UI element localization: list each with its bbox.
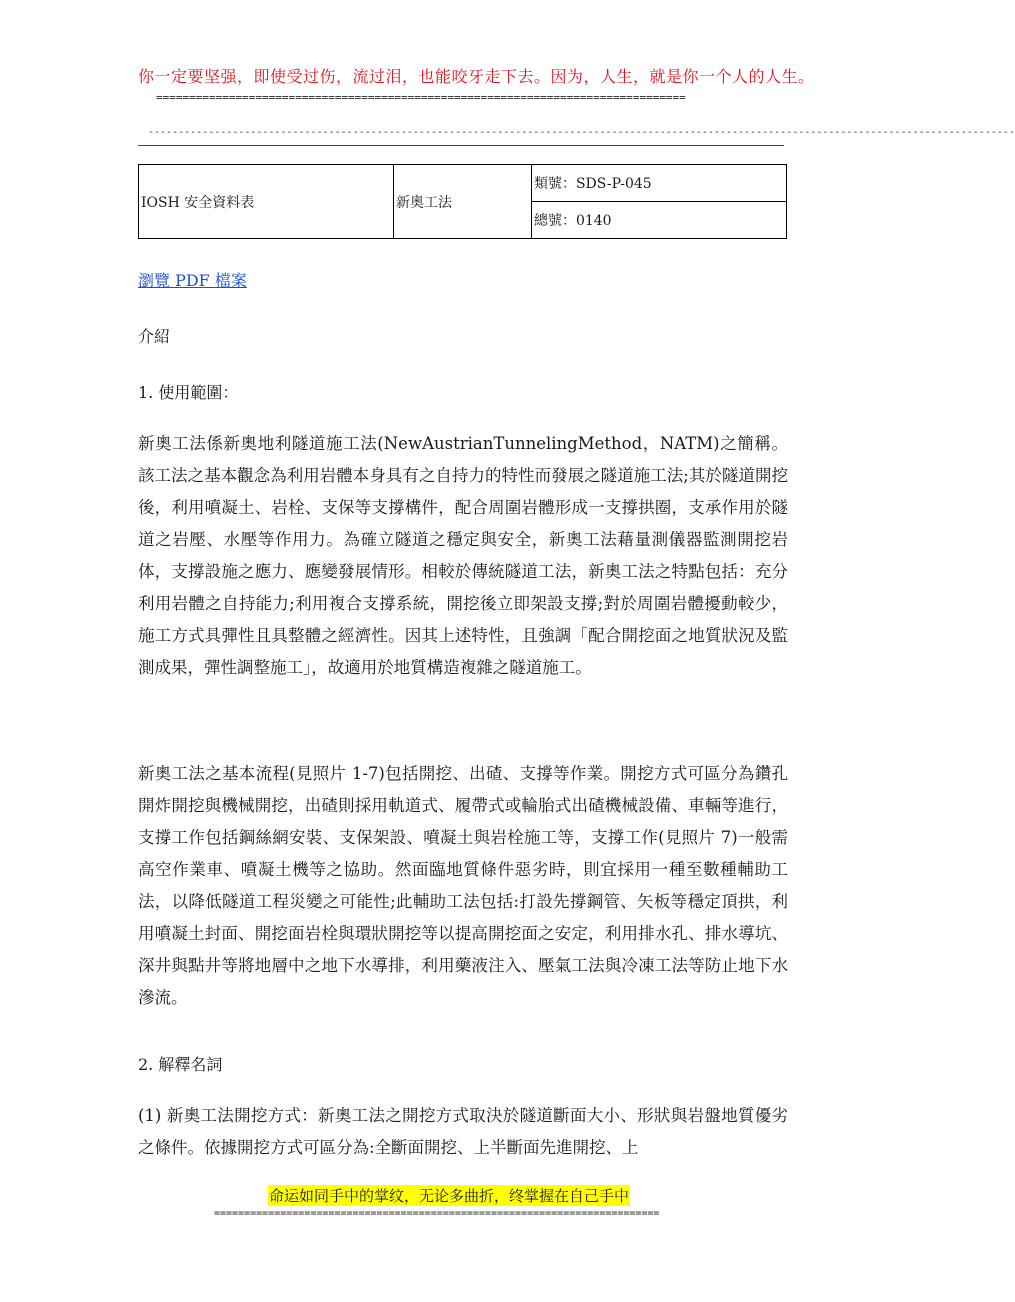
header-separator-dashes: ------------------------------------------------------------------------------------------------------------------------------------------------ xyxy=(148,127,1015,138)
terms-heading: 2. 解釋名詞 xyxy=(138,1055,223,1074)
footer-separator-equals: ========================================================================== xyxy=(214,1208,660,1219)
footer-motto: 命运如同手中的掌纹，无论多曲折，终掌握在自己手中 xyxy=(269,1187,630,1205)
scope-heading: 1. 使用範圍： xyxy=(138,383,239,402)
header-rule xyxy=(138,145,784,146)
scope-paragraph-1: 新奧工法係新奧地利隧道施工法(NewAustrianTunnelingMethod，NATM)之簡稱。該工法之基本觀念為利用岩體本身具有之自持力的特性而發展之隧道施工法;其於隧道開挖後，利用噴凝土、岩栓、支保等支撐構件，配合周圍岩體形成一支撐拱圈，支承作用於隧道之岩壓、水壓等作用力。為確立隧道之穩定與安全，新奧工法藉量測儀器監測開挖岩体，支撐設施之應力、應變發展情形。相較於傳統隧道工法，新奧工法之特點包括：充分利用岩體之自持能力;利用複合支撐系統，開挖後立即架設支撐;對於周圍岩體擾動較少，施工方式具彈性且具整體之經濟性。因其上述特性，且強調「配合開挖面之地質狀況及監測成果，彈性調整施工」，故適用於地質構造複雜之隧道施工。 xyxy=(138,434,788,677)
info-table-subject: 新奧工法 xyxy=(394,165,532,239)
scope-paragraph-2: 新奧工法之基本流程(見照片 1-7)包括開挖、出碴、支撐等作業。開挖方式可區分為鑽孔開炸開挖與機械開挖，出碴則採用軌道式、履帶式或輪胎式出碴機械設備、車輛等進行，支撐工作包括鋼絲網安裝、支保架設、噴凝土與岩栓施工等，支撐工作(見照片 7)一般需高空作業車、噴凝土機等之協助。然面臨地質條件惡劣時，則宜採用一種至數種輔助工法，以降低隧道工程災變之可能性;此輔助工法包括:打設先撐鋼管、矢板等穩定頂拱，利用噴凝土封面、開挖面岩栓與環狀開挖等以提高開挖面之安定，利用排水孔、排水導坑、深井與點井等將地層中之地下水導排，利用藥液注入、壓氣工法與冷凍工法等防止地下水滲流。 xyxy=(138,764,788,1007)
info-table-category: 類號：SDS-P-045 xyxy=(531,165,786,202)
info-table xyxy=(138,164,787,239)
info-table-title: IOSH 安全資料表 xyxy=(139,165,394,239)
terms-paragraph-1: (1) 新奧工法開挖方式：新奧工法之開挖方式取決於隧道斷面大小、形狀與岩盤地質優劣之條件。依據開挖方式可區分為:全斷面開挖、上半斷面先進開挖、上 xyxy=(138,1106,788,1157)
header-separator-equals: ================================================================================ xyxy=(156,91,686,104)
intro-heading: 介紹 xyxy=(138,327,171,346)
info-table-serial: 總號：0140 xyxy=(531,202,786,239)
header-motto: 你一定要坚强，即使受过伤，流过泪，也能咬牙走下去。因为，人生，就是你一个人的人生。 xyxy=(138,67,815,86)
browse-pdf-link[interactable]: 瀏覽 PDF 檔案 xyxy=(138,271,247,290)
